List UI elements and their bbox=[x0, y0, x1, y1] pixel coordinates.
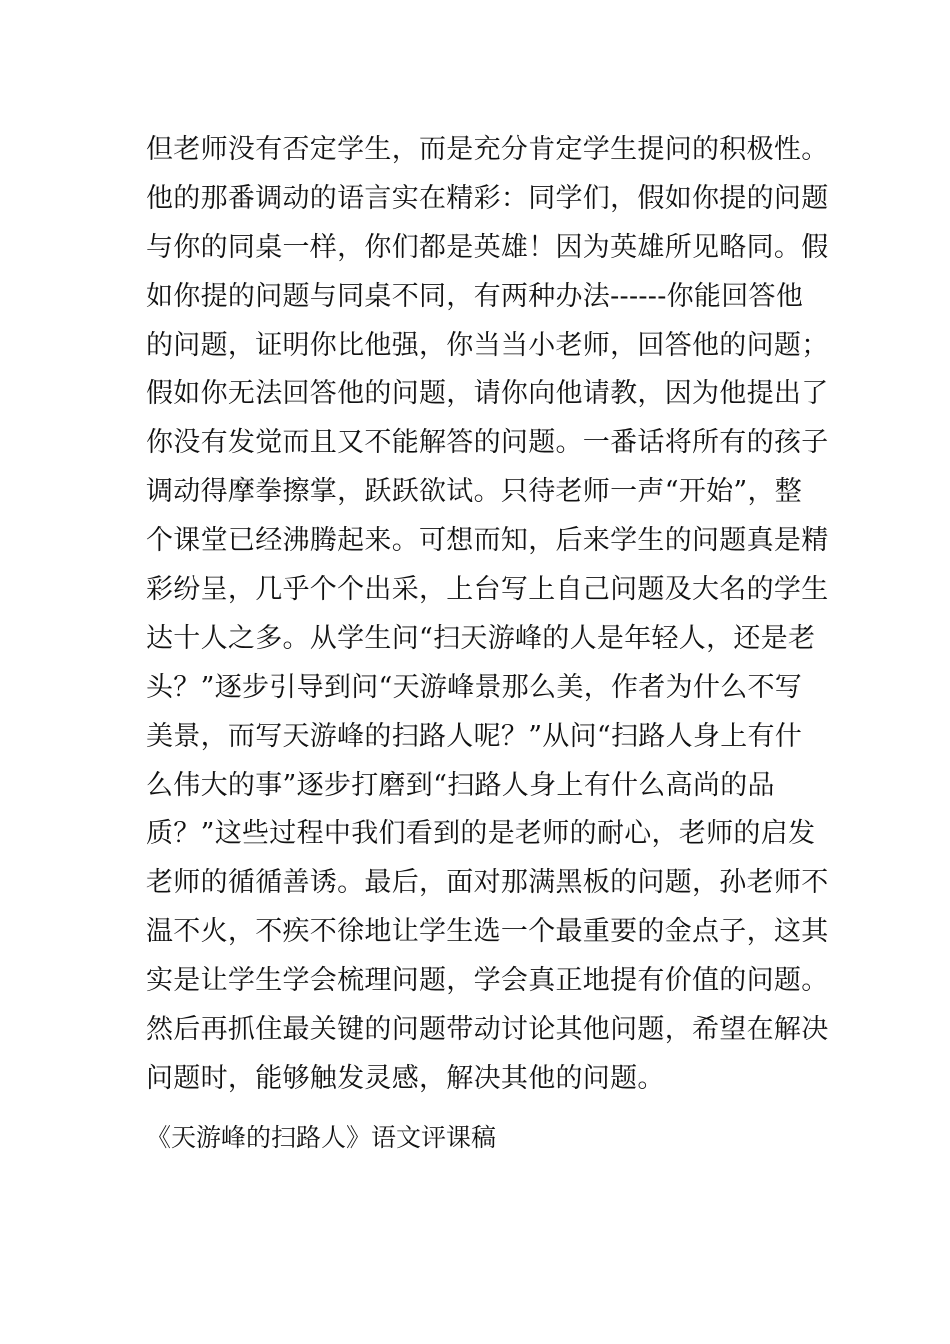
text-line-12: 头？”逐步引导到问“天游峰景那么美，作者为什么不写 bbox=[146, 671, 803, 703]
text-line-11: 达十人之多。从学生问“扫天游峰的人是年轻人，还是老 bbox=[146, 622, 816, 654]
text-line-14: 么伟大的事”逐步打磨到“扫路人身上有什么高尚的品 bbox=[146, 769, 775, 801]
text-line-19: 然后再抓住最关键的问题带动讨论其他问题，希望在解决 bbox=[146, 1014, 829, 1046]
text-line-9: 个课堂已经沸腾起来。可想而知，后来学生的问题真是精 bbox=[146, 525, 829, 557]
text-line-16: 老师的循循善诱。最后，面对那满黑板的问题，孙老师不 bbox=[146, 867, 829, 899]
text-line-4: 如你提的问题与同桌不同，有两种办法------你能回答他 bbox=[146, 280, 804, 312]
document-title: 《天游峰的扫路人》语文评课稿 bbox=[146, 1123, 497, 1152]
body-paragraph bbox=[146, 126, 829, 1104]
text-line-7: 你没有发觉而且又不能解答的问题。一番话将所有的孩子 bbox=[146, 427, 829, 459]
text-line-15: 质？”这些过程中我们看到的是老师的耐心，老师的启发 bbox=[146, 818, 816, 850]
text-line-20: 问题时，能够触发灵感，解决其他的问题。 bbox=[146, 1062, 665, 1094]
text-line-17: 温不火，不疾不徐地让学生选一个最重要的金点子，这其 bbox=[146, 916, 829, 948]
text-line-2: 他的那番调动的语言实在精彩：同学们，假如你提的问题 bbox=[146, 182, 829, 214]
text-line-18: 实是让学生学会梳理问题，学会真正地提有价值的问题。 bbox=[146, 965, 829, 997]
text-line-8: 调动得摩拳擦掌，跃跃欲试。只待老师一声“开始”，整 bbox=[146, 476, 803, 508]
text-line-6: 假如你无法回答他的问题，请你向他请教，因为他提出了 bbox=[146, 378, 829, 410]
text-line-13: 美景，而写天游峰的扫路人呢？”从问“扫路人身上有什 bbox=[146, 720, 803, 752]
text-line-3: 与你的同桌一样，你们都是英雄！因为英雄所见略同。假 bbox=[146, 231, 829, 263]
text-line-5: 的问题，证明你比他强，你当当小老师，回答他的问题； bbox=[146, 329, 829, 361]
text-line-1: 但老师没有否定学生，而是充分肯定学生提问的积极性。 bbox=[146, 134, 829, 165]
text-line-10: 彩纷呈，几乎个个出采，上台写上自己问题及大名的学生 bbox=[146, 574, 829, 606]
